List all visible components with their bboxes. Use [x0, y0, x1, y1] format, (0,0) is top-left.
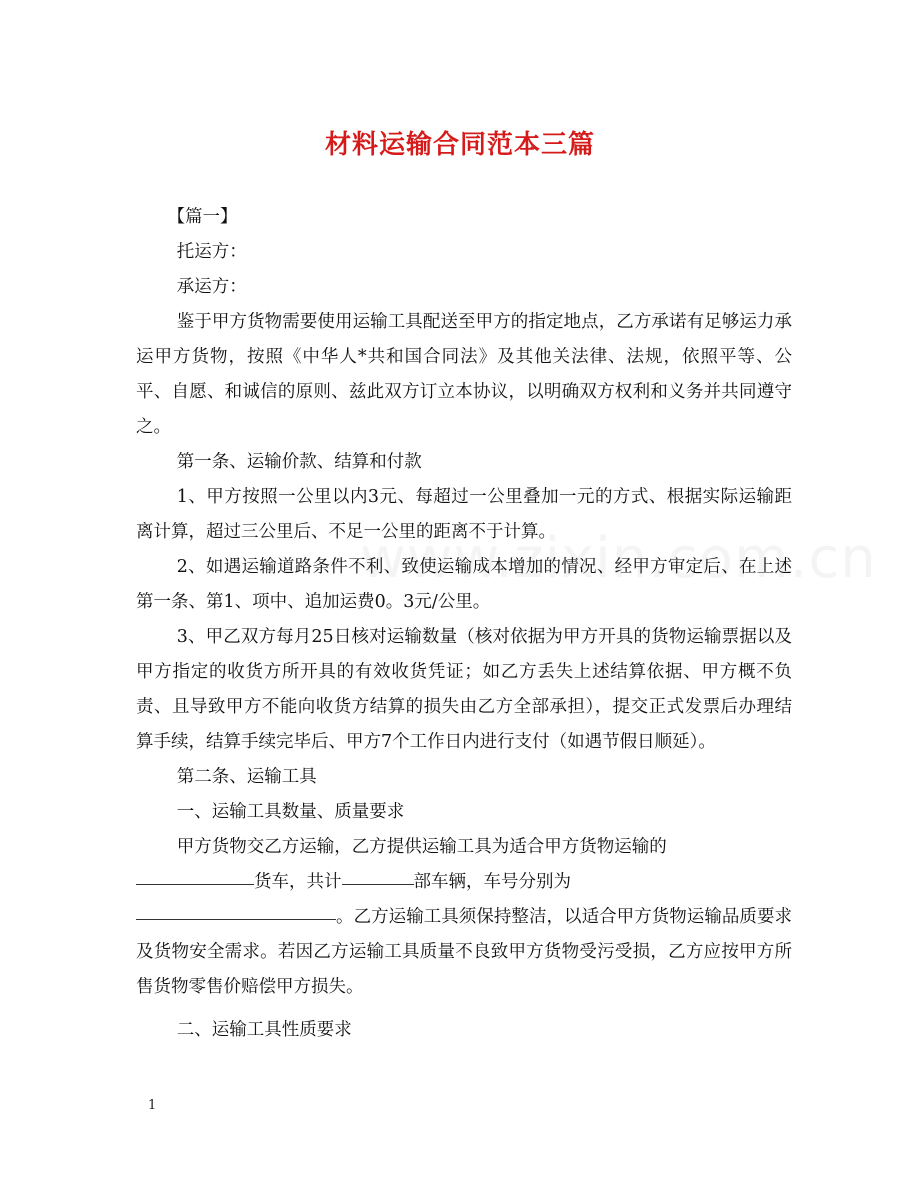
fill-blank-plate-numbers [136, 918, 336, 920]
document-title: 材料运输合同范本三篇 [324, 130, 595, 160]
vehicle-paragraph-end [136, 900, 792, 1005]
carrier-line: 承运方： [176, 277, 247, 297]
fill-blank-vehicle-type [136, 883, 254, 885]
fill-blank-vehicle-count [342, 883, 414, 885]
shipper-line: 托运方： [176, 242, 247, 262]
clause-1-1: 1、甲方按照一公里以内3元、每超过一公里叠加一元的方式、根据实际运输距离计算，超过三公里后、不足一公里的距离不于计算。 [136, 487, 792, 542]
vehicle-paragraph-start: 甲方货物交乙方运输，乙方提供运输工具为适合甲方货物运输的 [176, 837, 667, 857]
vehicle-fill-line [136, 865, 792, 900]
fill-text-b: 部车辆，车号分别为 [413, 872, 571, 892]
fill-text-c: 。乙方运输工具须保持整洁，以适合甲方货物运输品质要求及货物安全需求。若因乙方运输工具质量不良致甲方货物受污受损，乙方应按甲方所售货物零售价赔偿甲方损失。 [136, 907, 792, 997]
article-2-heading: 第二条、运输工具 [176, 767, 317, 787]
preamble-paragraph: 鉴于甲方货物需要使用运输工具配送至甲方的指定地点，乙方承诺有足够运力承运甲方货物，按照《中华人*共和国合同法》及其他关法律、法规，依照平等、公平、自愿、和诚信的原则、兹此双方订立本协议，以明确双方权利和义务并共同遵守之。 [136, 312, 792, 437]
section-heading: 【篇一】 [167, 207, 238, 227]
subsection-2-heading: 二、运输工具性质要求 [176, 1020, 352, 1040]
clause-1-3: 3、甲乙双方每月25日核对运输数量（核对依据为甲方开具的货物运输票据以及甲方指定的收货方所开具的有效收货凭证；如乙方丢失上述结算依据、甲方概不负责、且导致甲方不能向收货方结算的损失由乙方全部承担），提交正式发票后办理结算手续，结算手续完毕后、甲方7个工作日内进行支付（如遇节假日顺延）。 [136, 627, 792, 752]
clause-1-2: 2、如遇运输道路条件不利、致使运输成本增加的情况、经甲方审定后、在上述第一条、第1、项中、追加运费0。3元/公里。 [136, 557, 792, 612]
fill-text-a: 货车，共计 [254, 872, 342, 892]
document-body [136, 200, 792, 1048]
subsection-1-heading: 一、运输工具数量、质量要求 [176, 802, 405, 822]
article-1-heading: 第一条、运输价款、结算和付款 [176, 452, 422, 472]
page-number: 1 [148, 1098, 157, 1113]
